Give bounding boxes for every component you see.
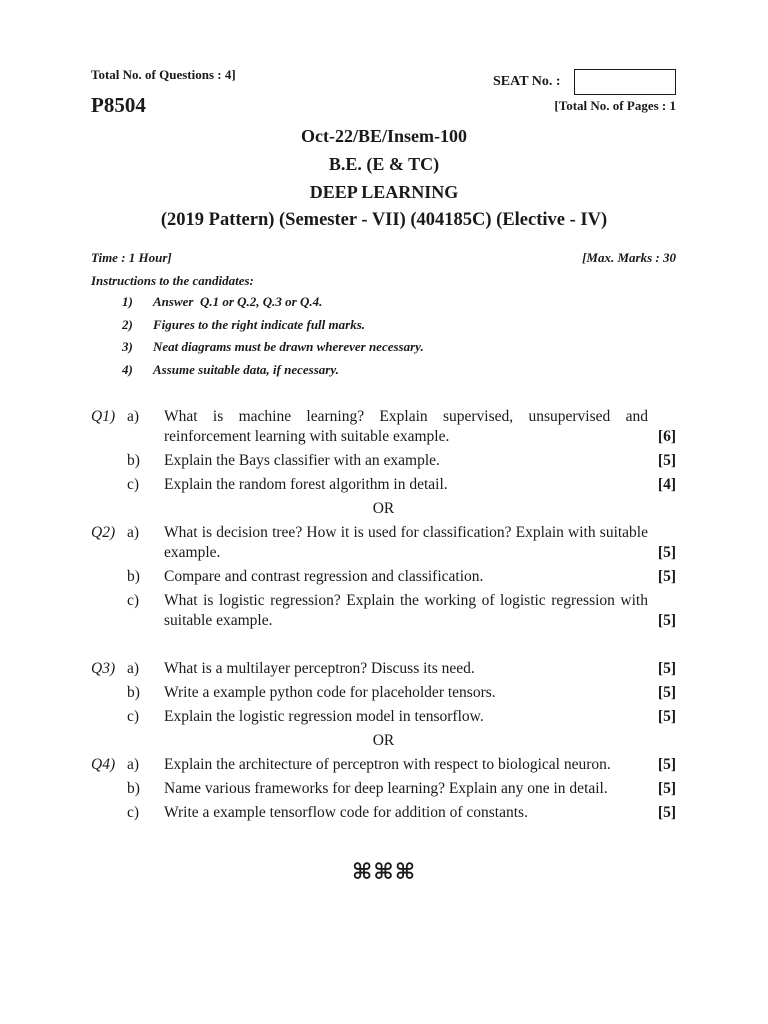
- question-part: a): [127, 408, 140, 425]
- question-text: What is machine learning? Explain supervised, unsupervised and reinforcement learning with suitable example.: [164, 408, 648, 445]
- question-text: Explain the Bays classifier with an example.: [164, 452, 440, 469]
- question-marks: [5]: [657, 612, 676, 629]
- question-q1a: [91, 407, 676, 447]
- total-pages: [Total No. of Pages : 1: [554, 98, 676, 113]
- question-number: Q2): [91, 524, 116, 541]
- question-marks: [4]: [657, 476, 676, 493]
- max-marks: [Max. Marks : 30: [582, 250, 676, 265]
- or-separator: OR: [372, 500, 395, 517]
- instructions-list: [122, 294, 424, 384]
- pattern-line: (2019 Pattern) (Semester - VII) (404185C) (Elective - IV): [160, 210, 608, 230]
- instruction-text: Answer Q.1 or Q.2, Q.3 or Q.4.: [153, 294, 323, 309]
- instruction-text: Assume suitable data, if necessary.: [153, 361, 339, 377]
- or-separator: OR: [372, 732, 395, 749]
- questions-section: [91, 407, 676, 827]
- question-part: b): [127, 684, 140, 701]
- question-number: Q4): [91, 756, 116, 773]
- question-q4a: [91, 755, 676, 775]
- instruction-text: Neat diagrams must be drawn wherever necessary.: [153, 339, 424, 354]
- question-q2b: [91, 567, 676, 587]
- question-marks: [6]: [657, 428, 676, 445]
- question-text: What is logistic regression? Explain the working of logistic regression with suitable example.: [164, 592, 648, 629]
- question-text: Explain the architecture of perceptron with respect to biological neuron.: [164, 756, 611, 773]
- instruction-item: [122, 339, 424, 362]
- question-part: b): [127, 568, 140, 585]
- question-q3c: [91, 707, 676, 727]
- instruction-item: [122, 362, 424, 385]
- subject-title: DEEP LEARNING: [309, 182, 459, 202]
- instruction-item: [122, 294, 424, 317]
- question-marks: [5]: [657, 756, 676, 773]
- question-q2a: [91, 523, 676, 563]
- question-part: c): [127, 592, 140, 609]
- end-of-paper-mark: ⌘⌘⌘: [351, 860, 417, 885]
- time-marks-row: [91, 250, 676, 266]
- section-gap: [91, 635, 676, 659]
- question-text: What is a multilayer perceptron? Discuss its need.: [164, 660, 475, 677]
- question-part: b): [127, 452, 140, 469]
- question-q4b: [91, 779, 676, 799]
- question-marks: [5]: [657, 684, 676, 701]
- question-text: Explain the random forest algorithm in detail.: [164, 476, 448, 493]
- question-part: c): [127, 804, 140, 821]
- question-part: a): [127, 660, 140, 677]
- question-q4c: [91, 803, 676, 823]
- seat-number-label: SEAT No. :: [493, 74, 561, 89]
- total-questions: Total No. of Questions : 4]: [91, 67, 236, 82]
- paper-code: P8504: [91, 93, 146, 117]
- exam-code: Oct-22/BE/Insem-100: [301, 126, 467, 146]
- instruction-number: 2): [122, 316, 133, 332]
- instruction-number: 1): [122, 294, 133, 309]
- question-part: a): [127, 756, 140, 773]
- question-marks: [5]: [657, 452, 676, 469]
- question-text: Compare and contrast regression and classification.: [164, 568, 484, 585]
- question-text: Write a example python code for placeholder tensors.: [164, 684, 496, 701]
- instruction-number: 3): [122, 339, 133, 354]
- question-marks: [5]: [657, 544, 676, 561]
- question-marks: [5]: [657, 568, 676, 585]
- exam-header: [0, 122, 768, 234]
- question-text: Name various frameworks for deep learning? Explain any one in detail.: [164, 780, 608, 797]
- course-title: B.E. (E & TC): [328, 154, 440, 174]
- instruction-item: [122, 317, 424, 340]
- question-q1c: [91, 475, 676, 495]
- question-q3a: [91, 659, 676, 679]
- question-part: c): [127, 476, 140, 493]
- question-text: Write a example tensorflow code for addition of constants.: [164, 804, 528, 821]
- question-q2c: [91, 591, 676, 631]
- question-marks: [5]: [657, 660, 676, 677]
- question-text: What is decision tree? How it is used for classification? Explain with suitable example.: [164, 524, 648, 561]
- question-part: a): [127, 524, 140, 541]
- question-marks: [5]: [657, 708, 676, 725]
- time-allowed: Time : 1 Hour]: [91, 250, 172, 265]
- question-part: c): [127, 708, 140, 725]
- instructions-title: Instructions to the candidates:: [91, 273, 254, 288]
- question-marks: [5]: [657, 780, 676, 797]
- question-marks: [5]: [657, 804, 676, 821]
- instruction-number: 4): [122, 361, 133, 377]
- question-text: Explain the logistic regression model in tensorflow.: [164, 708, 484, 725]
- question-number: Q1): [91, 408, 116, 425]
- question-q3b: [91, 683, 676, 703]
- seat-number-box: [574, 69, 676, 95]
- instruction-text: Figures to the right indicate full marks.: [153, 316, 366, 332]
- question-number: Q3): [91, 660, 116, 677]
- question-q1b: [91, 451, 676, 471]
- question-part: b): [127, 780, 140, 797]
